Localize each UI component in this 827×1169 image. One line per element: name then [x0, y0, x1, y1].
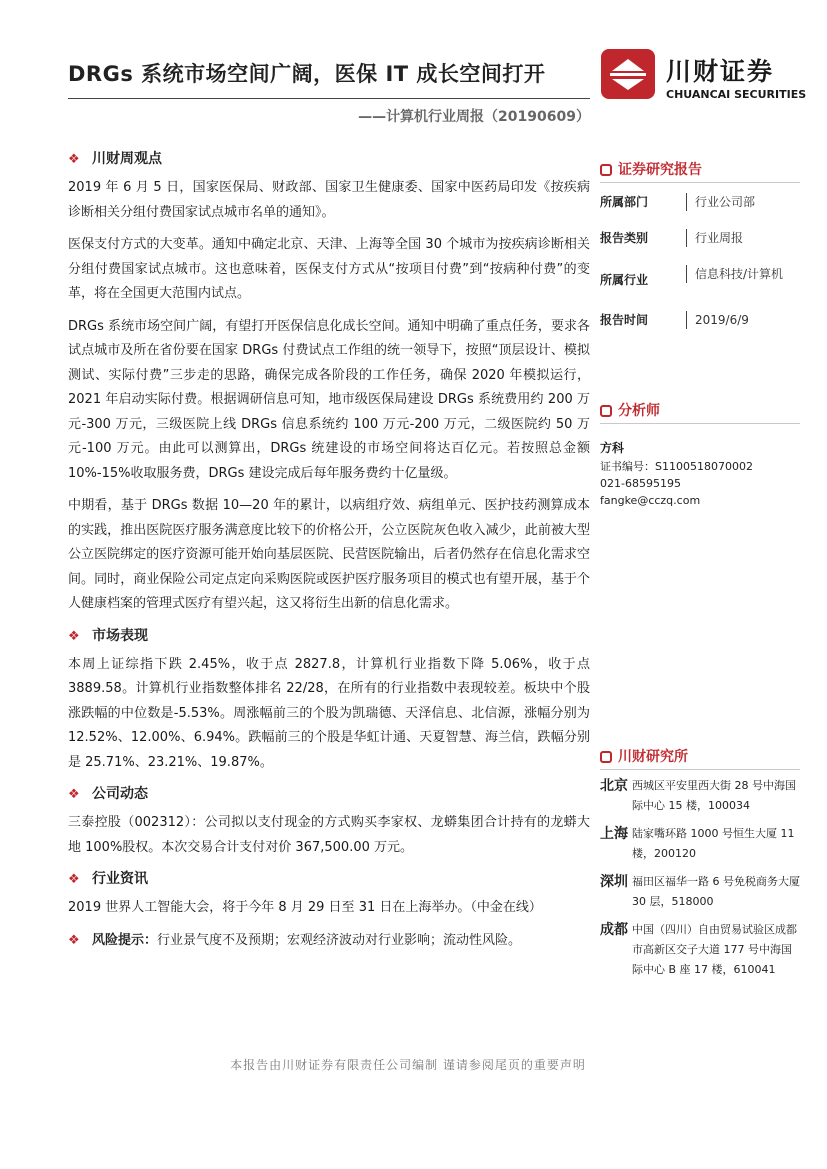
logo-name-en: CHUANCAI SECURITIES — [666, 88, 807, 101]
report-title: DRGs 系统市场空间广阔，医保 IT 成长空间打开 — [68, 62, 546, 86]
view-paragraph: 中期看，基于 DRGs 数据 10—20 年的累计，以病组疗效、病组单元、医护技药测算成本的实践，推出医院医疗服务满意度比较下的价格公开，公立医院灰色收入减少，此前被大型公立医院绑定的医疗资源可能开始向基层医院、民营医院输出，后者仍然存在信息化需求空间。同时，商业保险公司定点定向采购医院或医护医疗服务项目的模式也有望开展，基于个人健康档案的管理式医疗有望兴起，这又将衍生出新的信息化需求。 — [68, 498, 590, 611]
risk-text: 行业景气度不及预期；宏观经济波动对行业影响；流动性风险。 — [157, 932, 522, 948]
section-heading-view: ❖ 川财周观点 — [68, 148, 590, 170]
analyst-cert: 证书编号：S1100518070002 — [600, 460, 753, 473]
office-entry: 深圳 福田区福华一路 6 号免税商务大厦 30 层，518000 — [600, 874, 800, 908]
meta-row: 报告类别 行业周报 — [600, 225, 800, 261]
risk-label: 风险提示： — [92, 932, 158, 948]
section-heading-market: ❖ 市场表现 — [68, 625, 590, 647]
view-paragraph: 医保支付方式的大变革。通知中确定北京、天津、上海等全国 30 个城市为按疾病诊断相关分组付费国家试点城市。这也意味着，医保支付方式从“按项目付费”到“按病种付费”的变革，将在全国更大范围内试点。 — [68, 237, 590, 301]
office-entry: 北京 西城区平安里西大街 28 号中海国际中心 15 楼，100034 — [600, 778, 796, 812]
footer-disclaimer: 本报告由川财证券有限责任公司编制 谨请参阅尾页的重要声明 — [230, 1058, 586, 1072]
meta-row: 报告时间 2019/6/9 — [600, 307, 800, 343]
main-content — [68, 148, 590, 953]
report-icon — [600, 164, 612, 176]
report-info-heading: 证券研究报告 — [600, 158, 800, 183]
meta-row: 所属部门 行业公司部 — [600, 189, 800, 225]
diamond-bullet-icon: ❖ — [68, 152, 80, 167]
company-paragraph: 三泰控股（002312）：公司拟以支付现金的方式购买李家权、龙蟒集团合计持有的龙蟒大地 100%股权。本次交易合计支付对价 367,500.00 万元。 — [68, 815, 590, 855]
industry-paragraph: 2019 世界人工智能大会，将于今年 8 月 29 日至 31 日在上海举办。（中金在线） — [68, 900, 542, 915]
office-entry: 成都 中国（四川）自由贸易试验区成都市高新区交子大道 177 号中海国际中心 B 座 17 楼，610041 — [600, 922, 797, 976]
logo-name-cn: 川财证券 — [666, 57, 775, 86]
office-entry: 上海 陆家嘴环路 1000 号恒生大厦 11 楼，200120 — [600, 826, 795, 860]
header-divider — [68, 98, 590, 99]
view-paragraph: 2019 年 6 月 5 日，国家医保局、财政部、国家卫生健康委、国家中医药局印发《按疾病诊断相关分组付费国家试点城市名单的通知》。 — [68, 180, 590, 220]
analyst-name: 方科 — [600, 441, 625, 455]
company-logo — [600, 48, 807, 108]
risk-warning — [68, 929, 590, 953]
chuancai-logo-icon — [600, 48, 656, 100]
market-paragraph: 本周上证综指下跌 2.45%，收于点 2827.8，计算机行业指数下降 5.06%，收于点 3889.58。计算机行业指数整体排名 22/28，在所有的行业指数中表现较差。板块中个股涨跌幅的中位数是-5.53%。周涨幅前三的个股为凯瑞德、天泽信息、北信源，涨幅分别为 12.52%、12.00%、6.94%。跌幅前三的个股是华虹计通、天夏智慧、海兰信，跌幅分别是 25.71%、23.21%、19.87%。 — [68, 656, 590, 770]
analyst-icon — [600, 405, 612, 417]
report-subtitle: ——计算机行业周报（20190609） — [358, 109, 590, 125]
institute-heading: 川财研究所 — [600, 745, 800, 770]
diamond-bullet-icon: ❖ — [68, 872, 80, 887]
diamond-bullet-icon: ❖ — [68, 628, 80, 644]
section-heading-company: ❖ 公司动态 — [68, 783, 590, 805]
view-paragraph: DRGs 系统市场空间广阔，有望打开医保信息化成长空间。通知中明确了重点任务，要求各试点城市及所在省份要在国家 DRGs 付费试点工作组的统一领导下，按照“顶层设计、模拟测试、实际付费”三步走的思路，确保完成各阶段的工作任务，确保 2020 年模拟运行，2021 年启动实际付费。根据调研信息可知，地市级医保局建设 DRGs 系统费用约 200 万元-300 万元，三级医院上线 DRGs 信息系统约 100 万元-200 万元，二级医院约 50 万元-100 万元。由此可以测算出，DRGs 统建设的市场空间将达百亿元。若按照总金额 10%-15%收取服务费，DRGs 建设完成后每年服务费约十亿量级。 — [68, 318, 590, 481]
analyst-email[interactable]: fangke@cczq.com — [600, 494, 701, 507]
sidebar — [600, 158, 800, 988]
institute-icon — [600, 751, 612, 763]
analyst-phone: 021-68595195 — [600, 477, 681, 490]
diamond-bullet-icon: ❖ — [68, 932, 80, 948]
analyst-heading: 分析师 — [600, 399, 800, 424]
diamond-bullet-icon: ❖ — [68, 787, 80, 802]
meta-row: 所属行业 信息科技/计算机 — [600, 261, 800, 307]
section-heading-industry: ❖ 行业资讯 — [68, 868, 590, 890]
